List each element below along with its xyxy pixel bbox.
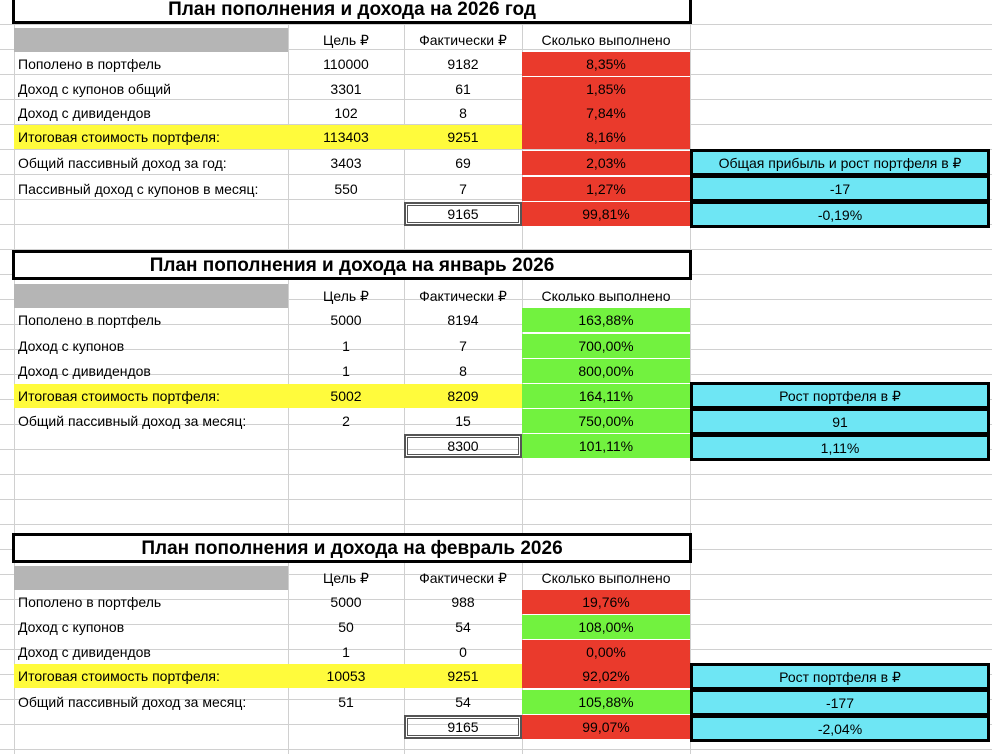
row-label[interactable]: Пополено в портфель (18, 312, 162, 328)
table-title: План пополнения и дохода на 2026 год (12, 0, 692, 24)
row-target[interactable]: 550 (334, 181, 358, 197)
total-done[interactable]: 101,11% (522, 434, 690, 458)
grid-vline (690, 0, 691, 754)
row-done[interactable]: 750,00% (522, 409, 690, 433)
row-fact[interactable]: 69 (455, 155, 471, 171)
row-label[interactable]: Пассивный доход с купонов в месяц: (18, 181, 259, 197)
row-target[interactable]: 50 (338, 619, 354, 635)
row-label[interactable]: Общий пассивный доход за месяц: (18, 694, 247, 710)
row-done[interactable]: 0,00% (522, 640, 690, 664)
total-done[interactable]: 99,81% (522, 202, 690, 226)
row-label[interactable]: Итоговая стоимость портфеля: (14, 384, 288, 408)
total-done[interactable]: 99,07% (522, 715, 690, 739)
header-blank-cell (14, 28, 288, 52)
row-label[interactable]: Доход с купонов общий (18, 81, 171, 97)
row-target[interactable]: 5002 (288, 384, 404, 408)
grid-hline (0, 524, 992, 525)
row-label[interactable]: Итоговая стоимость портфеля: (14, 125, 288, 149)
row-done[interactable]: 108,00% (522, 615, 690, 639)
total-fact[interactable]: 9165 (404, 202, 522, 226)
row-target[interactable]: 1 (342, 363, 350, 379)
row-done[interactable]: 92,02% (522, 664, 690, 688)
header-blank-cell (14, 566, 288, 590)
row-target[interactable]: 2 (342, 413, 350, 429)
row-done[interactable]: 8,16% (522, 125, 690, 149)
row-done[interactable]: 7,84% (522, 101, 690, 125)
grid-hline (0, 749, 992, 750)
row-label[interactable]: Доход с дивидендов (18, 105, 151, 121)
row-label[interactable]: Доход с дивидендов (18, 363, 151, 379)
row-target[interactable]: 3301 (330, 81, 362, 97)
side-title[interactable]: Общая прибыль и рост портфеля в ₽ (690, 149, 990, 176)
row-done[interactable]: 700,00% (522, 334, 690, 358)
row-fact[interactable]: 61 (455, 81, 471, 97)
total-fact[interactable]: 9165 (404, 715, 522, 739)
row-fact[interactable]: 0 (459, 644, 467, 660)
row-target[interactable]: 5000 (330, 312, 362, 328)
side-percent[interactable]: 1,11% (690, 434, 990, 461)
header-done: Сколько выполнено (541, 570, 671, 586)
row-done[interactable]: 19,76% (522, 590, 690, 614)
side-percent[interactable]: -0,19% (690, 201, 990, 228)
row-fact[interactable]: 7 (459, 181, 467, 197)
row-fact[interactable]: 54 (455, 694, 471, 710)
row-done[interactable]: 2,03% (522, 151, 690, 175)
header-fact: Фактически ₽ (419, 32, 507, 48)
header-done: Сколько выполнено (541, 32, 671, 48)
header-target: Цель ₽ (323, 32, 369, 48)
row-target[interactable]: 3403 (330, 155, 362, 171)
row-done[interactable]: 105,88% (522, 690, 690, 714)
row-done[interactable]: 800,00% (522, 359, 690, 383)
row-fact[interactable]: 9251 (404, 125, 522, 149)
row-label[interactable]: Доход с дивидендов (18, 644, 151, 660)
row-label[interactable]: Общий пассивный доход за год: (18, 155, 227, 171)
row-label[interactable]: Общий пассивный доход за месяц: (18, 413, 247, 429)
row-fact[interactable]: 7 (459, 338, 467, 354)
header-fact: Фактически ₽ (419, 570, 507, 586)
total-fact[interactable]: 8300 (404, 434, 522, 458)
row-target[interactable]: 1 (342, 644, 350, 660)
side-value[interactable]: -177 (690, 689, 990, 716)
row-target[interactable]: 113403 (288, 125, 404, 149)
row-label[interactable]: Доход с купонов (18, 338, 125, 354)
row-target[interactable]: 110000 (323, 56, 369, 72)
row-done[interactable]: 1,27% (522, 177, 690, 201)
header-target: Цель ₽ (323, 288, 369, 304)
row-target[interactable]: 1 (342, 338, 350, 354)
header-target: Цель ₽ (323, 570, 369, 586)
row-target[interactable]: 10053 (288, 664, 404, 688)
grid-hline (0, 474, 992, 475)
row-fact[interactable]: 9182 (447, 56, 479, 72)
side-percent[interactable]: -2,04% (690, 715, 990, 742)
row-target[interactable]: 51 (338, 694, 354, 710)
row-done[interactable]: 1,85% (522, 77, 690, 101)
row-done[interactable]: 164,11% (522, 384, 690, 408)
row-done[interactable]: 8,35% (522, 52, 690, 76)
row-label[interactable]: Пополено в портфель (18, 56, 162, 72)
grid-hline (0, 24, 992, 25)
side-value[interactable]: 91 (690, 408, 990, 435)
row-fact[interactable]: 54 (455, 619, 471, 635)
table-title: План пополнения и дохода на январь 2026 (12, 250, 692, 280)
row-done[interactable]: 163,88% (522, 308, 690, 332)
row-target[interactable]: 102 (334, 105, 358, 121)
side-value[interactable]: -17 (690, 175, 990, 202)
row-fact[interactable]: 8209 (404, 384, 522, 408)
side-title[interactable]: Рост портфеля в ₽ (690, 382, 990, 409)
header-done: Сколько выполнено (541, 288, 671, 304)
row-label[interactable]: Доход с купонов (18, 619, 125, 635)
row-fact[interactable]: 15 (455, 413, 471, 429)
row-fact[interactable]: 988 (451, 594, 475, 610)
row-fact[interactable]: 8 (459, 363, 467, 379)
row-label[interactable]: Пополено в портфель (18, 594, 162, 610)
row-fact[interactable]: 9251 (404, 664, 522, 688)
grid-hline (0, 499, 992, 500)
row-label[interactable]: Итоговая стоимость портфеля: (14, 664, 288, 688)
side-title[interactable]: Рост портфеля в ₽ (690, 663, 990, 690)
row-target[interactable]: 5000 (330, 594, 362, 610)
row-fact[interactable]: 8 (459, 105, 467, 121)
header-blank-cell (14, 284, 288, 308)
row-fact[interactable]: 8194 (447, 312, 479, 328)
table-title: План пополнения и дохода на февраль 2026 (12, 533, 692, 563)
header-fact: Фактически ₽ (419, 288, 507, 304)
